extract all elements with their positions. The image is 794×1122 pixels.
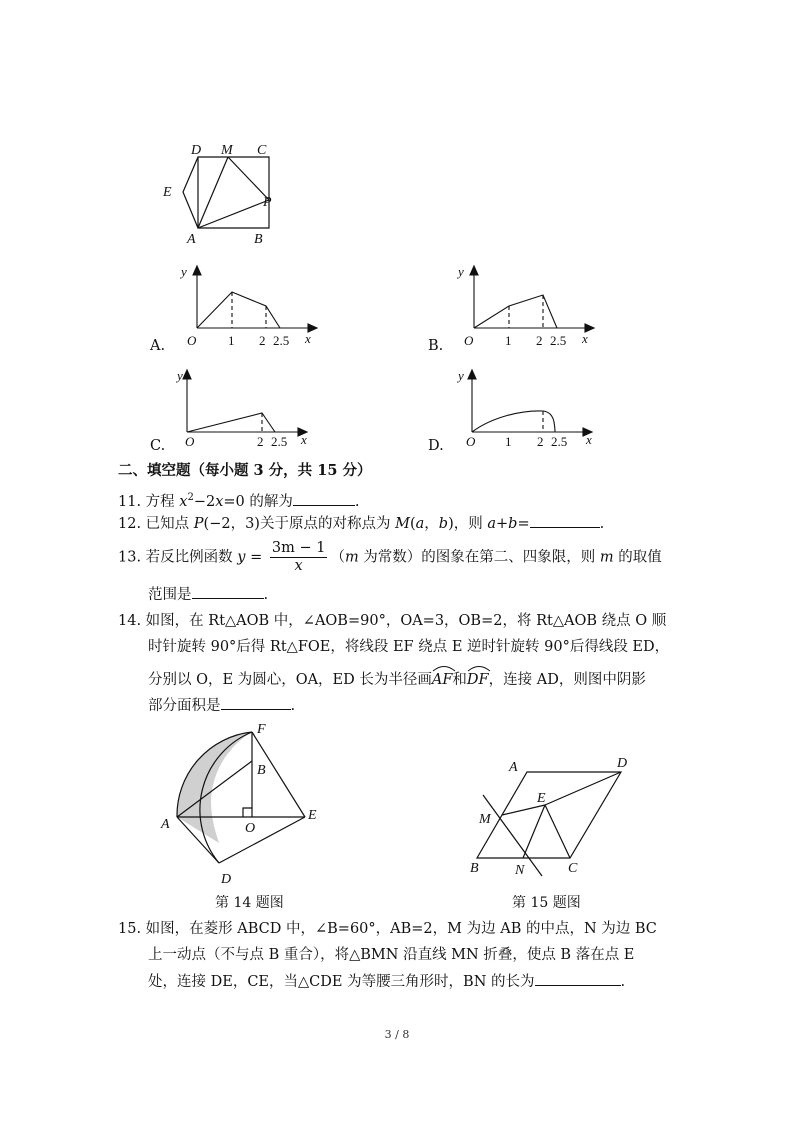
tick-2: 2 [536, 333, 543, 348]
label-D: D [221, 872, 232, 887]
option-d-label[interactable]: D. [428, 438, 444, 454]
label-D: D [617, 756, 628, 771]
label-B: B [470, 861, 479, 876]
question-15-line2 [148, 945, 634, 965]
q15-period: . [620, 974, 626, 990]
q15-text-2: 上一动点（不与点 B 重合），将△BMN 沿直线 MN 折叠，使点 B 落在点 E [148, 947, 635, 963]
question-13 [118, 540, 662, 575]
figure-15 [465, 750, 645, 880]
graph-line [474, 295, 557, 328]
y-arrow [183, 370, 191, 379]
q13-m: m [344, 549, 359, 566]
q13-denominator: x [294, 558, 303, 574]
q12-t6: = [517, 516, 530, 532]
label-E: E [163, 185, 172, 200]
question-14-line1 [118, 611, 666, 631]
q12-plus: + [496, 516, 509, 532]
q12-a: a [415, 516, 425, 532]
option-a-label[interactable]: A. [150, 338, 166, 354]
origin-label: O [187, 333, 197, 348]
q13-fraction [270, 540, 328, 575]
axis-x-label: x [301, 432, 307, 447]
q12-bb: b [508, 516, 518, 532]
tick-2: 2 [259, 333, 266, 348]
label-E: E [537, 791, 546, 806]
axis-x-label: x [582, 331, 588, 346]
y-arrow [468, 370, 476, 379]
q12-t4: ， [424, 516, 439, 532]
label-M: M [479, 812, 491, 827]
q12-ab: a [487, 516, 496, 532]
q12-t3: ( [409, 516, 416, 532]
q13-line2-text: 范围是 [148, 587, 192, 603]
q13-number: 13. [118, 549, 142, 566]
segment-mp [228, 157, 269, 200]
label-A: A [161, 817, 170, 832]
q12-P: P [193, 516, 204, 532]
q15-number: 15. [118, 921, 142, 937]
q13-t3: 为常数）的图象在第二、四象限，则 [358, 549, 600, 566]
q13-y: y [237, 549, 246, 566]
tick-1: 1 [505, 434, 512, 449]
label-E: E [308, 808, 317, 823]
tick-2-5: 2.5 [551, 434, 568, 449]
option-a-graph [175, 262, 325, 352]
q15-answer-blank[interactable] [535, 971, 621, 986]
figure-14-caption: 第 14 题图 [215, 895, 284, 911]
arc-af [432, 670, 453, 690]
q12-M: M [395, 516, 410, 532]
tick-2: 2 [537, 434, 544, 449]
label-C: C [257, 143, 267, 158]
q13-t1: 若反比例函数 [145, 549, 238, 566]
label-P: P [263, 195, 272, 210]
hexagon-side [183, 157, 198, 228]
question-11 [118, 488, 360, 512]
q14-text-3a: 分别以 O，E 为圆心，OA，ED 长为半径画 [148, 672, 432, 688]
label-M: M [221, 143, 233, 158]
q15-text-3: 处，连接 DE，CE，当△CDE 为等腰三角形时，BN 的长为 [148, 974, 535, 990]
question-14-line2 [148, 637, 669, 657]
y-arrow [193, 266, 201, 275]
q14-text-1: 如图，在 Rt△AOB 中，∠AOB=90°，OA=3，OB=2，将 Rt△AOB 绕点 O 顺 [145, 613, 667, 629]
label-A: A [187, 232, 196, 247]
option-b-label[interactable]: B. [428, 338, 444, 354]
question-13-line2 [148, 584, 268, 605]
label-N: N [515, 863, 525, 878]
rhombus-abcd [477, 772, 621, 858]
axis-y-label: y [177, 368, 183, 383]
right-angle-mark [243, 808, 252, 817]
label-D: D [191, 143, 202, 158]
q14-text-3c: ，连接 AD，则图中阴影 [488, 672, 646, 688]
graph-line [197, 292, 280, 328]
q12-b: b [438, 516, 449, 532]
q11-period: . [354, 493, 360, 510]
q11-var-x: x [179, 493, 188, 510]
label-A: A [509, 760, 518, 775]
option-c-label[interactable]: C. [150, 438, 166, 454]
q14-number: 14. [118, 613, 142, 629]
q14-text-3b: 和 [452, 672, 467, 688]
y-arrow [470, 266, 478, 275]
option-d-graph [452, 362, 602, 452]
page-number: 3 / 8 [384, 1028, 410, 1041]
question-15-line1 [118, 919, 657, 939]
axis-y-label: y [458, 264, 464, 279]
q14-text-4: 部分面积是 [148, 698, 221, 714]
q11-exponent: 2 [187, 492, 194, 503]
tick-1: 1 [505, 333, 512, 348]
q12-number: 12. [118, 516, 142, 532]
q13-numerator: 3m − 1 [271, 540, 326, 556]
segment-ne [523, 805, 545, 858]
q14-text-2: 时针旋转 90°后得 Rt△FOE，将线段 EF 绕点 E 逆时针旋转 90°后得线段 ED， [148, 639, 670, 655]
segment-ed [219, 817, 305, 863]
label-C: C [568, 861, 578, 876]
q13-answer-blank[interactable] [192, 584, 264, 599]
label-F: F [257, 722, 266, 737]
q13-period: . [263, 587, 269, 603]
q14-period: . [290, 698, 296, 714]
q11-var-x2: x [215, 493, 224, 510]
question-14-line4 [148, 695, 295, 716]
option-c-graph [175, 362, 325, 452]
q11-number: 11. [118, 493, 142, 510]
tick-2-5: 2.5 [550, 333, 567, 348]
axis-x-label: x [586, 432, 592, 447]
q12-period: . [599, 516, 605, 532]
label-B: B [254, 232, 263, 247]
segment-me [502, 805, 545, 815]
q14-answer-blank[interactable] [221, 695, 291, 710]
figure-15-caption: 第 15 题图 [512, 895, 581, 911]
q13-t4: 的取值 [613, 549, 662, 566]
q15-text-1: 如图，在菱形 ABCD 中，∠B=60°，AB=2，M 为边 AB 的中点，N 为边 BC [145, 921, 657, 937]
question-12 [118, 513, 604, 534]
origin-label: O [466, 434, 476, 449]
q13-m2: m [599, 549, 614, 566]
figure-14 [155, 718, 330, 888]
tick-1: 1 [228, 333, 235, 348]
option-b-graph [452, 262, 602, 352]
question-15-line3 [148, 971, 625, 992]
axis-y-label: y [458, 368, 464, 383]
origin-label: O [464, 333, 474, 348]
square-abcd [198, 157, 269, 228]
section-heading: 二、填空题（每小题 3 分，共 15 分） [118, 462, 372, 479]
label-O: O [245, 821, 256, 836]
axis-y-label: y [181, 264, 187, 279]
q12-t5: )，则 [448, 516, 488, 532]
q11-answer-blank[interactable] [293, 491, 355, 506]
q12-t2: (−2，3)关于原点的对称点为 [203, 516, 396, 532]
q13-eq: = [245, 549, 267, 566]
tick-2: 2 [257, 434, 264, 449]
q12-t1: 已知点 [145, 516, 194, 532]
arc-df-label: DF [466, 672, 489, 688]
segment-de [545, 772, 621, 805]
axis-x-label: x [305, 331, 311, 346]
tick-2-5: 2.5 [273, 333, 290, 348]
tick-2-5: 2.5 [271, 434, 288, 449]
arc-df [467, 670, 489, 690]
q12-answer-blank[interactable] [530, 513, 600, 528]
q13-t2: （ [330, 549, 345, 566]
q11-minus: −2 [193, 493, 216, 510]
question-14-line3 [148, 670, 646, 690]
q11-text: 方程 [145, 493, 180, 510]
origin-label: O [185, 434, 195, 449]
segment-ce [545, 805, 570, 858]
top-figure [150, 140, 290, 250]
q11-text-end: =0 的解为 [223, 493, 293, 510]
arc-af-label: AF [431, 672, 453, 688]
label-B: B [257, 763, 266, 778]
